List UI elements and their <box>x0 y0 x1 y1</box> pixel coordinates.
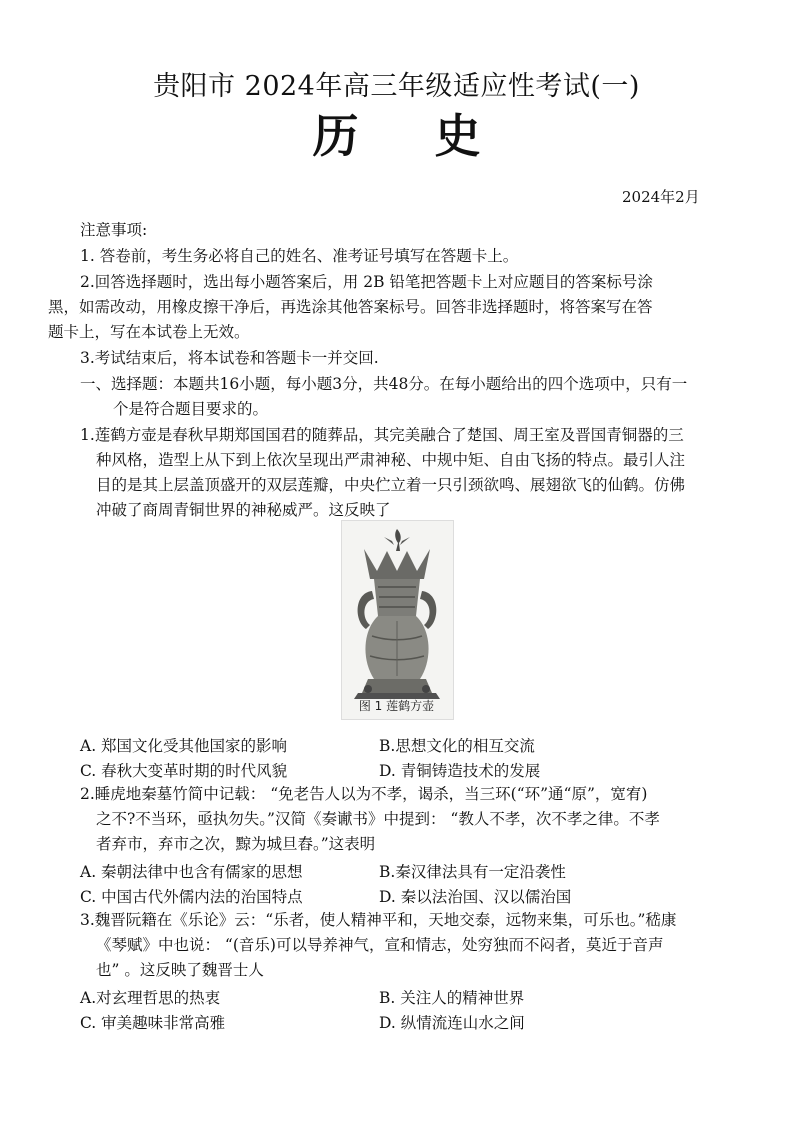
q1-stem: 种风格，造型上从下到上依次呈现出严肃神秘、中规中矩、自由飞扬的特点。最引人注 <box>96 451 686 469</box>
q3-stem: 《琴赋》中也说： “(音乐)可以导养神气，宣和情志，处穷独而不闷者，莫近于音声 <box>96 936 664 954</box>
notice-item: 题卡上，写在本试卷上无效。 <box>48 323 250 341</box>
notice-item: 3.考试结束后，将本试卷和答题卡一并交回. <box>80 349 379 367</box>
notice-item: 黑，如需改动，用橡皮擦干净后，再选涂其他答案标号。回答非选择题时，将答案写在答 <box>48 298 653 316</box>
q3-option-a[interactable]: A.对玄理哲思的热衷 <box>80 989 221 1007</box>
section-instruction: 个是符合题目要求的。 <box>113 400 269 418</box>
q3-option-b[interactable]: B. 关注人的精神世界 <box>379 989 525 1007</box>
exam-title: 贵阳市 2024年高三年级适应性考试(一) <box>153 71 640 102</box>
q3-option-d[interactable]: D. 纵情流连山水之间 <box>379 1014 525 1032</box>
q2-option-d[interactable]: D. 秦以法治国、汉以儒治国 <box>379 888 572 906</box>
q1-option-a[interactable]: A. 郑国文化受其他国家的影响 <box>80 737 288 755</box>
q2-stem: 2.睡虎地秦墓竹简中记载： “免老告人以为不孝，谒杀，当三环(“环”通“原”，宽宥) <box>80 785 648 803</box>
q1-option-b[interactable]: B.思想文化的相互交流 <box>379 737 535 755</box>
q1-stem: 目的是其上层盖顶盛开的双层莲瓣，中央伫立着一只引颈欲鸣、展翅欲飞的仙鹤。仿佛 <box>96 476 686 494</box>
q1-option-d[interactable]: D. 青铜铸造技术的发展 <box>379 762 541 780</box>
q2-option-a[interactable]: A. 秦朝法律中也含有儒家的思想 <box>80 863 303 881</box>
q2-stem: 者弃市，弃市之次，黥为城旦舂。”这表明 <box>96 835 376 853</box>
notice-item: 1. 答卷前，考生务必将自己的姓名、准考证号填写在答题卡上。 <box>80 247 519 265</box>
notice-item: 2.回答选择题时，选出每小题答案后，用 2B 铅笔把答题卡上对应题目的答案标号涂 <box>80 273 653 291</box>
q3-option-c[interactable]: C. 审美趣味非常高雅 <box>80 1014 226 1032</box>
q3-stem: 也” 。这反映了魏晋士人 <box>96 961 264 979</box>
lotus-crane-pot-icon <box>342 521 453 719</box>
bronze-vessel-figure <box>341 520 454 720</box>
q1-stem: 1.莲鹤方壶是春秋早期郑国国君的随葬品，其完美融合了楚国、周王室及晋国青铜器的三 <box>80 426 684 444</box>
subject-title: 历 史 <box>312 109 511 163</box>
q1-option-c[interactable]: C. 春秋大变革时期的时代风貌 <box>80 762 288 780</box>
q2-stem: 之不?不当环，亟执勿失。”汉简《奏谳书》中提到： “教人不孝，次不孝之律。不孝 <box>96 810 660 828</box>
section-instruction: 一、选择题：本题共16小题，每小题3分，共48分。在每小题给出的四个选项中，只有一 <box>80 375 688 393</box>
q2-option-c[interactable]: C. 中国古代外儒内法的治国特点 <box>80 888 303 906</box>
q2-option-b[interactable]: B.秦汉律法具有一定沿袭性 <box>379 863 566 881</box>
notice-heading: 注意事项: <box>80 221 148 239</box>
figure-caption: 图 1 莲鹤方壶 <box>358 699 435 713</box>
q1-stem: 冲破了商周青铜世界的神秘威严。这反映了 <box>96 501 391 519</box>
q3-stem: 3.魏晋阮籍在《乐论》云：“乐者，使人精神平和，天地交泰，远物来集，可乐也。”嵇康 <box>80 911 677 929</box>
exam-date: 2024年2月 <box>622 188 700 206</box>
